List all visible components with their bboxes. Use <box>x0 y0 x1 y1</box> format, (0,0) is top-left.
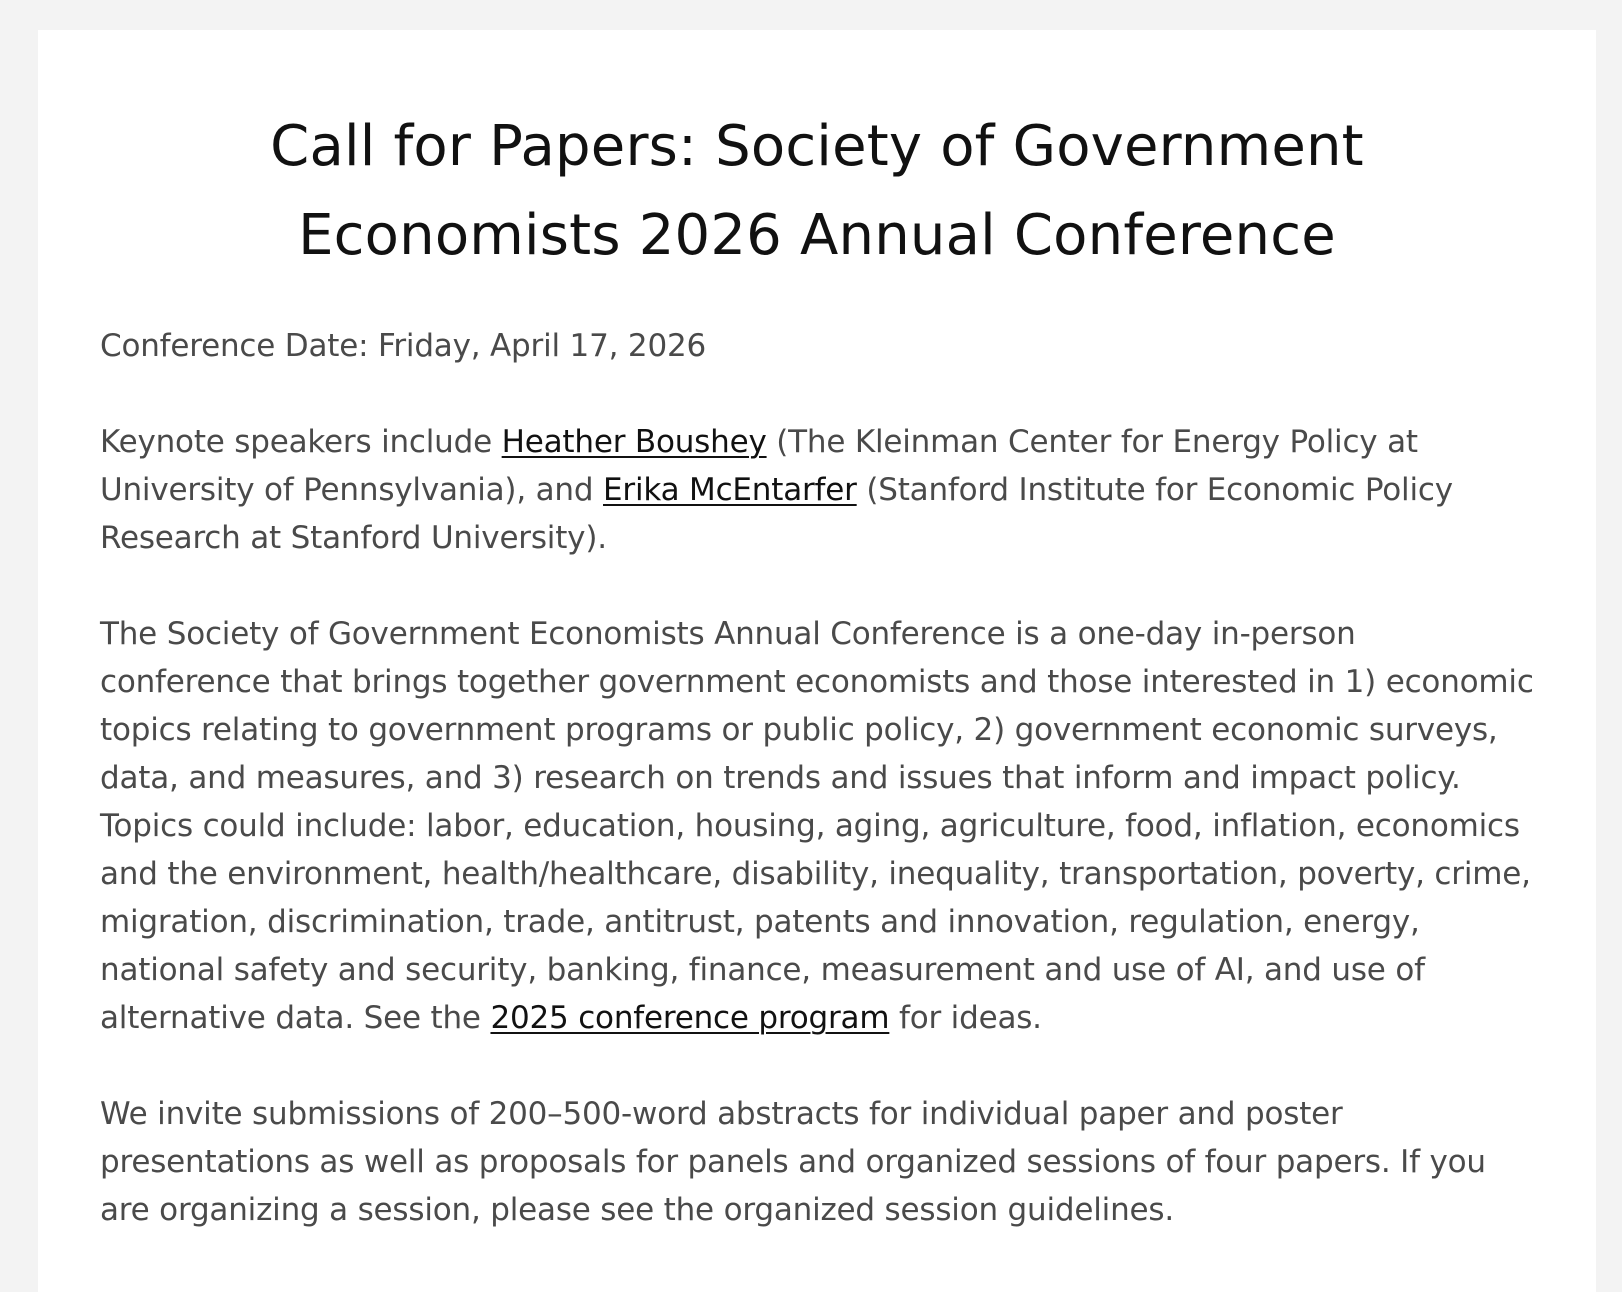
keynote-paragraph <box>100 418 1534 562</box>
speaker1-affiliation: (The Kleinman Center for Energy Policy at University of Pennsylvania), and <box>100 424 1418 508</box>
submission-invitation-paragraph: We invite submissions of 200–500-word abstracts for individual paper and poster presentations as well as proposals for panels and organized sessions of four papers. If you are organizing a session, please see the organized session guidelines. <box>100 1096 1486 1228</box>
page-title: Call for Papers: Society of Government Economists 2026 Annual Conference <box>270 114 1364 268</box>
conference-date: Conference Date: Friday, April 17, 2026 <box>100 328 707 364</box>
speaker2-affiliation: (Stanford Institute for Economic Policy Research at Stanford University). <box>100 472 1453 556</box>
conference-program-link[interactable]: 2025 conference program <box>490 1000 890 1036</box>
content-card <box>38 30 1596 1292</box>
conference-description-text: The Society of Government Economists Annual Conference is a one-day in-person conference that brings together government economists and those interested in 1) economic topics relating to government programs or public policy, 2) government economic surveys, data, and measures, and 3) research on trends and issues that inform and impact policy. Topics could include: labor, education, housing, aging, agriculture, food, inflation, economics and the environment, health/healthcare, disability, inequality, transportation, poverty, crime, migration, discrimination, trade, antitrust, patents and innovation, regulation, energy, national safety and security, banking, finance, measurement and use of AI, and use of alternative data. See the <box>100 616 1534 1036</box>
heather-boushey-link[interactable]: Heather Boushey <box>501 424 767 460</box>
conference-description-paragraph <box>100 610 1534 1042</box>
conference-description-tail: for ideas. <box>889 1000 1042 1036</box>
keynote-intro: Keynote speakers include <box>100 424 502 460</box>
erika-mcentarfer-link[interactable]: Erika McEntarfer <box>603 472 857 508</box>
